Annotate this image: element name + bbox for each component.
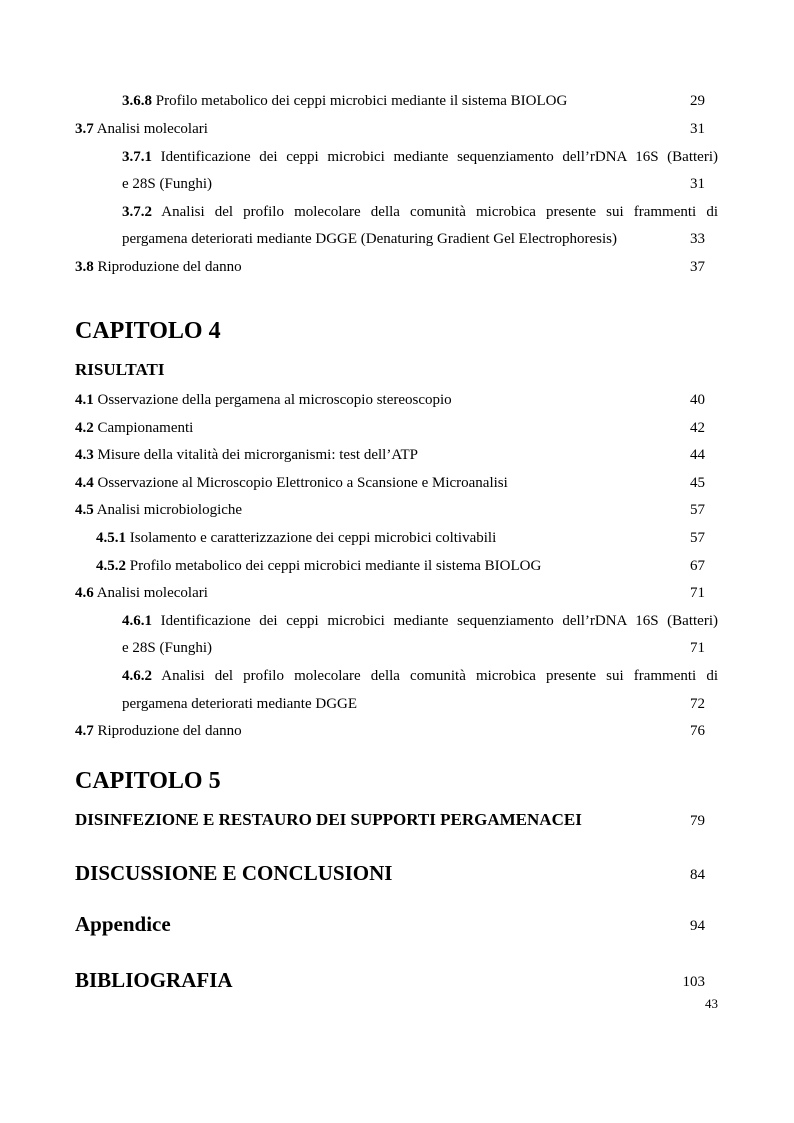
toc-entry-3-7-2	[122, 203, 718, 221]
discussione-heading: DISCUSSIONE E CONCLUSIONI	[75, 861, 393, 885]
toc-title: Profilo metabolico dei ceppi microbici mediante il sistema BIOLOG	[155, 93, 568, 109]
toc-page: 103	[682, 974, 705, 990]
toc-number: 4.6	[75, 585, 94, 601]
toc-title: Identificazione dei ceppi microbici mediante sequenziamento dell’rDNA 16S (Batteri)	[160, 149, 718, 165]
toc-number: 4.5	[75, 502, 94, 518]
toc-entry-4-6-1-cont: e 28S (Funghi)	[122, 640, 212, 656]
toc-title: Analisi del profilo molecolare della comunità microbica presente sui frammenti di	[161, 668, 718, 684]
chapter-4-subtitle: RISULTATI	[75, 360, 165, 379]
toc-number: 3.7.2	[122, 204, 152, 220]
toc-number: 4.5.1	[96, 530, 126, 546]
toc-entry-3-8	[75, 258, 242, 276]
toc-number: 3.6.8	[122, 93, 152, 109]
bibliografia-heading: BIBLIOGRAFIA	[75, 968, 233, 992]
toc-page: 44	[690, 447, 705, 463]
toc-title: Misure della vitalità dei microrganismi: test dell’ATP	[97, 447, 418, 463]
toc-title: Riproduzione del danno	[97, 723, 242, 739]
toc-entry-3-7	[75, 120, 208, 138]
chapter-4-title: CAPITOLO 4	[75, 318, 221, 344]
toc-title: Riproduzione del danno	[97, 259, 242, 275]
toc-page: 57	[690, 530, 705, 546]
toc-title: Profilo metabolico dei ceppi microbici mediante il sistema BIOLOG	[129, 558, 542, 574]
toc-number: 4.4	[75, 475, 94, 491]
page-number: 43	[705, 996, 718, 1011]
toc-title: Analisi del profilo molecolare della comunità microbica presente sui frammenti di	[161, 204, 718, 220]
toc-title: Campionamenti	[97, 420, 194, 436]
toc-page: 40	[690, 392, 705, 408]
toc-entry-4-1	[75, 391, 452, 409]
toc-entry-3-7-1	[122, 148, 718, 166]
toc-entry-4-5	[75, 501, 242, 519]
toc-entry-4-6-2	[122, 667, 718, 685]
toc-number: 4.6.2	[122, 668, 152, 684]
toc-entry-3-6-8	[122, 92, 567, 110]
toc-entry-4-5-1	[96, 529, 496, 547]
toc-page: 31	[690, 121, 705, 137]
toc-page: 84	[690, 867, 705, 883]
chapter-5-title: CAPITOLO 5	[75, 768, 221, 794]
toc-title: Osservazione al Microscopio Elettronico a Scansione e Microanalisi	[97, 475, 508, 491]
toc-title: Identificazione dei ceppi microbici mediante sequenziamento dell’rDNA 16S (Batteri)	[160, 613, 718, 629]
toc-page: 71	[690, 640, 705, 656]
toc-page: 94	[690, 918, 705, 934]
toc-entry-4-7	[75, 722, 242, 740]
appendice-heading: Appendice	[75, 912, 171, 936]
toc-title: Analisi microbiologiche	[96, 502, 243, 518]
toc-entry-4-6-2-cont: pergamena deteriorati mediante DGGE	[122, 696, 358, 712]
toc-page: 29	[690, 93, 705, 109]
toc-page: 37	[690, 259, 705, 275]
toc-number: 4.2	[75, 420, 94, 436]
toc-number: 3.7.1	[122, 149, 152, 165]
toc-entry-4-4	[75, 474, 508, 492]
chapter-5-subtitle: DISINFEZIONE E RESTAURO DEI SUPPORTI PERGAMENACEI	[75, 810, 582, 829]
toc-title: Analisi molecolari	[96, 585, 208, 601]
toc-page: 45	[690, 475, 705, 491]
toc-entry-4-6	[75, 584, 208, 602]
toc-entry-3-7-2-cont: pergamena deteriorati mediante DGGE (Denaturing Gradient Gel Electrophoresis)	[122, 231, 617, 247]
toc-entry-4-5-2	[96, 557, 541, 575]
toc-page: 72	[690, 696, 705, 712]
toc-number: 4.3	[75, 447, 94, 463]
toc-entry-3-7-1-cont: e 28S (Funghi)	[122, 176, 212, 192]
toc-number: 3.8	[75, 259, 94, 275]
toc-title: Analisi molecolari	[96, 121, 208, 137]
toc-page: 67	[690, 558, 705, 574]
toc-page: 57	[690, 502, 705, 518]
toc-page: 33	[690, 231, 705, 247]
toc-page: 71	[690, 585, 705, 601]
toc-entry-4-6-1	[122, 612, 718, 630]
toc-page: 79	[690, 813, 705, 829]
toc-page: 31	[690, 176, 705, 192]
toc-number: 3.7	[75, 121, 94, 137]
toc-page: 76	[690, 723, 705, 739]
toc-entry-4-2	[75, 419, 193, 437]
toc-number: 4.1	[75, 392, 94, 408]
toc-page: 42	[690, 420, 705, 436]
toc-number: 4.6.1	[122, 613, 152, 629]
toc-entry-4-3	[75, 446, 418, 464]
toc-title: Isolamento e caratterizzazione dei ceppi microbici coltivabili	[129, 530, 497, 546]
toc-title: Osservazione della pergamena al microscopio stereoscopio	[97, 392, 452, 408]
toc-number: 4.5.2	[96, 558, 126, 574]
toc-number: 4.7	[75, 723, 94, 739]
